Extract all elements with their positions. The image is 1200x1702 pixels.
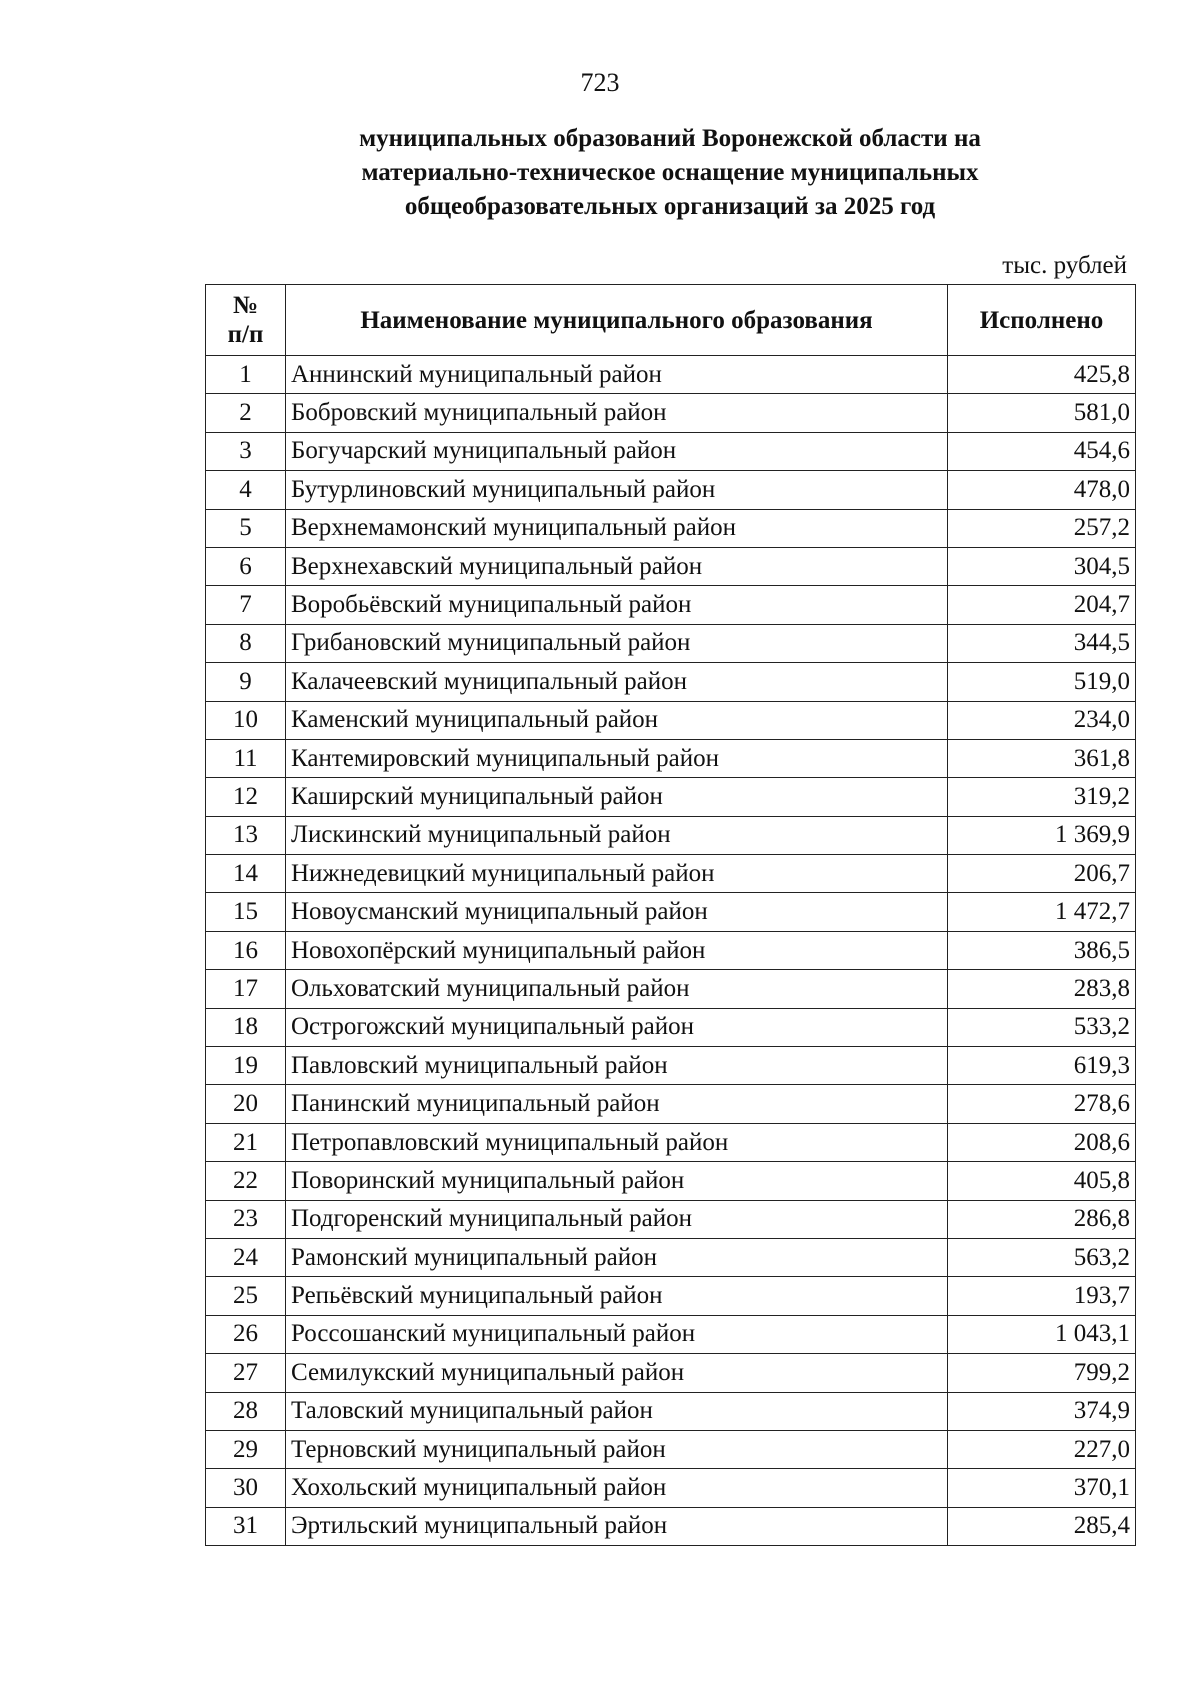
row-number: 19 (206, 1047, 286, 1085)
executed-amount: 799,2 (948, 1354, 1136, 1392)
table-row (206, 1277, 1136, 1315)
executed-amount: 1 369,9 (948, 816, 1136, 854)
executed-amount: 204,7 (948, 586, 1136, 624)
table-row (206, 778, 1136, 816)
row-number: 8 (206, 624, 286, 662)
municipality-name: Поворинский муниципальный район (286, 1162, 948, 1200)
municipality-name: Репьёвский муниципальный район (286, 1277, 948, 1315)
table-row (206, 432, 1136, 470)
table-row (206, 586, 1136, 624)
municipality-name: Лискинский муниципальный район (286, 816, 948, 854)
municipality-name: Аннинский муниципальный район (286, 356, 948, 394)
executed-amount: 1 472,7 (948, 893, 1136, 931)
executed-amount: 208,6 (948, 1123, 1136, 1161)
table-row (206, 1162, 1136, 1200)
table-row (206, 356, 1136, 394)
header-number-symbol: № (232, 292, 259, 319)
executed-amount: 304,5 (948, 547, 1136, 585)
header-municipality-name: Наименование муниципального образования (286, 285, 948, 356)
row-number: 16 (206, 931, 286, 969)
title-line: муниципальных образований Воронежской области на (359, 125, 981, 152)
executed-amount: 361,8 (948, 739, 1136, 777)
executed-amount: 519,0 (948, 663, 1136, 701)
table-row (206, 970, 1136, 1008)
municipality-name: Петропавловский муниципальный район (286, 1123, 948, 1161)
table-row (206, 509, 1136, 547)
row-number: 2 (206, 394, 286, 432)
executed-amount: 374,9 (948, 1392, 1136, 1430)
table-row (206, 1392, 1136, 1430)
executed-amount: 425,8 (948, 356, 1136, 394)
executed-amount: 257,2 (948, 509, 1136, 547)
title-line: материально-техническое оснащение муниципальных (361, 159, 979, 186)
table-row (206, 739, 1136, 777)
municipality-name: Кантемировский муниципальный район (286, 739, 948, 777)
municipality-name: Острогожский муниципальный район (286, 1008, 948, 1046)
municipality-name: Грибановский муниципальный район (286, 624, 948, 662)
municipality-name: Верхнехавский муниципальный район (286, 547, 948, 585)
row-number: 12 (206, 778, 286, 816)
row-number: 21 (206, 1123, 286, 1161)
municipality-name: Воробьёвский муниципальный район (286, 586, 948, 624)
table-row (206, 471, 1136, 509)
executed-amount: 563,2 (948, 1238, 1136, 1276)
row-number: 22 (206, 1162, 286, 1200)
table-row (206, 893, 1136, 931)
row-number: 14 (206, 855, 286, 893)
row-number: 27 (206, 1354, 286, 1392)
municipality-name: Новоусманский муниципальный район (286, 893, 948, 931)
executed-amount: 193,7 (948, 1277, 1136, 1315)
executed-amount: 234,0 (948, 701, 1136, 739)
row-number: 31 (206, 1507, 286, 1545)
municipality-name: Рамонский муниципальный район (286, 1238, 948, 1276)
executed-amount: 283,8 (948, 970, 1136, 1008)
municipality-name: Нижнедевицкий муниципальный район (286, 855, 948, 893)
table-row (206, 1123, 1136, 1161)
table-row (206, 624, 1136, 662)
municipality-name: Подгоренский муниципальный район (286, 1200, 948, 1238)
table-row (206, 855, 1136, 893)
executed-amount: 454,6 (948, 432, 1136, 470)
table-row (206, 663, 1136, 701)
executed-amount: 386,5 (948, 931, 1136, 969)
executed-amount: 478,0 (948, 471, 1136, 509)
row-number: 25 (206, 1277, 286, 1315)
municipality-name: Эртильский муниципальный район (286, 1507, 948, 1545)
executed-amount: 278,6 (948, 1085, 1136, 1123)
table-header-row (206, 285, 1136, 356)
row-number: 18 (206, 1008, 286, 1046)
municipality-name: Россошанский муниципальный район (286, 1315, 948, 1353)
row-number: 28 (206, 1392, 286, 1430)
municipality-name: Калачеевский муниципальный район (286, 663, 948, 701)
row-number: 1 (206, 356, 286, 394)
municipality-name: Бобровский муниципальный район (286, 394, 948, 432)
row-number: 7 (206, 586, 286, 624)
row-number: 6 (206, 547, 286, 585)
row-number: 11 (206, 739, 286, 777)
table-row (206, 1238, 1136, 1276)
executed-amount: 1 043,1 (948, 1315, 1136, 1353)
executed-amount: 319,2 (948, 778, 1136, 816)
table-row (206, 1047, 1136, 1085)
allocation-table (205, 284, 1136, 1546)
table-row (206, 1469, 1136, 1507)
row-number: 13 (206, 816, 286, 854)
table-row (206, 394, 1136, 432)
executed-amount: 227,0 (948, 1430, 1136, 1468)
table-row (206, 1507, 1136, 1545)
municipality-name: Новохопёрский муниципальный район (286, 931, 948, 969)
executed-amount: 581,0 (948, 394, 1136, 432)
municipality-name: Верхнемамонский муниципальный район (286, 509, 948, 547)
table-row (206, 1354, 1136, 1392)
row-number: 20 (206, 1085, 286, 1123)
table-row (206, 1085, 1136, 1123)
executed-amount: 370,1 (948, 1469, 1136, 1507)
row-number: 4 (206, 471, 286, 509)
document-title (200, 122, 1140, 224)
row-number: 26 (206, 1315, 286, 1353)
row-number: 5 (206, 509, 286, 547)
executed-amount: 206,7 (948, 855, 1136, 893)
row-number: 29 (206, 1430, 286, 1468)
table-row (206, 547, 1136, 585)
row-number: 15 (206, 893, 286, 931)
executed-amount: 619,3 (948, 1047, 1136, 1085)
row-number: 10 (206, 701, 286, 739)
municipality-name: Таловский муниципальный район (286, 1392, 948, 1430)
row-number: 3 (206, 432, 286, 470)
municipality-name: Ольховатский муниципальный район (286, 970, 948, 1008)
executed-amount: 405,8 (948, 1162, 1136, 1200)
executed-amount: 286,8 (948, 1200, 1136, 1238)
units-label: тыс. рублей (1002, 252, 1127, 279)
table-row (206, 1430, 1136, 1468)
municipality-name: Павловский муниципальный район (286, 1047, 948, 1085)
executed-amount: 344,5 (948, 624, 1136, 662)
table-row (206, 1200, 1136, 1238)
municipality-name: Терновский муниципальный район (286, 1430, 948, 1468)
header-number-abbr: п/п (227, 321, 264, 348)
header-number (206, 285, 286, 356)
executed-amount: 533,2 (948, 1008, 1136, 1046)
municipality-name: Панинский муниципальный район (286, 1085, 948, 1123)
row-number: 9 (206, 663, 286, 701)
municipality-name: Богучарский муниципальный район (286, 432, 948, 470)
table-row (206, 1315, 1136, 1353)
table-row (206, 701, 1136, 739)
municipality-name: Каменский муниципальный район (286, 701, 948, 739)
page-number: 723 (580, 68, 620, 97)
table-body (206, 356, 1136, 1546)
table-row (206, 1008, 1136, 1046)
row-number: 23 (206, 1200, 286, 1238)
row-number: 17 (206, 970, 286, 1008)
title-line: общеобразовательных организаций за 2025 год (404, 193, 936, 220)
header-executed: Исполнено (948, 285, 1136, 356)
executed-amount: 285,4 (948, 1507, 1136, 1545)
municipality-name: Каширский муниципальный район (286, 778, 948, 816)
table-row (206, 931, 1136, 969)
municipality-name: Бутурлиновский муниципальный район (286, 471, 948, 509)
row-number: 24 (206, 1238, 286, 1276)
table-row (206, 816, 1136, 854)
row-number: 30 (206, 1469, 286, 1507)
municipality-name: Семилукский муниципальный район (286, 1354, 948, 1392)
municipality-name: Хохольский муниципальный район (286, 1469, 948, 1507)
